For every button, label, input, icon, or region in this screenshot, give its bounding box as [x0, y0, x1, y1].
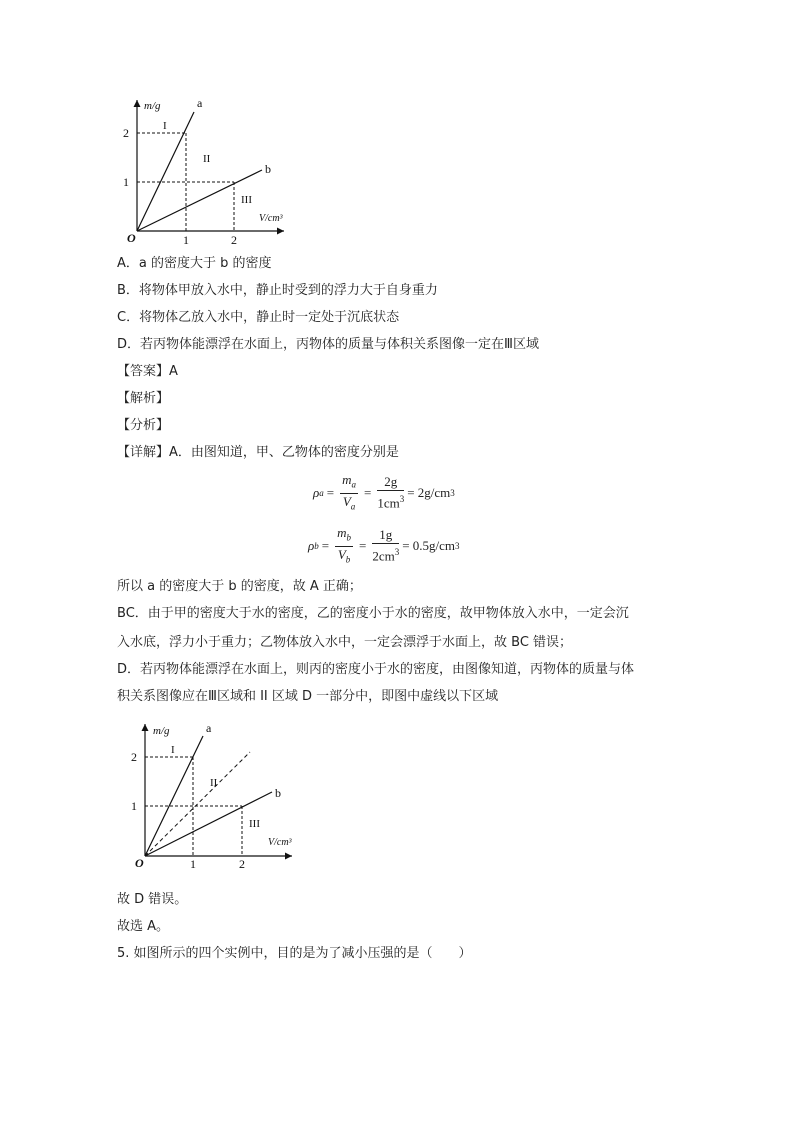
numeric-fraction-a: $\frac{2g}{1cm^3}$	[377, 474, 405, 511]
option-b: B．将物体甲放入水中，静止时受到的浮力大于自身重力	[117, 283, 438, 298]
origin-label: O	[127, 231, 136, 245]
line-a-label: a	[206, 721, 212, 735]
d-explanation-1: D．若丙物体能漂浮在水面上，则丙的密度小于水的密度，由图像知道，丙物体的质量与体	[117, 662, 635, 677]
rho-b-symbol: ρ	[308, 538, 315, 554]
region-1-label: I	[163, 120, 167, 132]
x-axis-label: V/cm³	[268, 837, 292, 848]
y-axis-label: m/g	[153, 725, 170, 737]
region-2-label: II	[210, 777, 218, 789]
d-wrong-conclusion: 故 D 错误。	[117, 892, 188, 907]
result-b: = 0.5g/cm	[402, 538, 456, 554]
y-tick-1: 1	[123, 175, 129, 189]
mass-over-volume-b: $\frac{m_b}{V_b}$	[337, 525, 351, 565]
y-tick-2: 2	[123, 126, 129, 140]
region-3-label: III	[241, 194, 252, 206]
mass-over-volume-a: $\frac{m_a}{V_a}$	[342, 472, 356, 512]
final-choice: 故选 A。	[117, 919, 170, 934]
bc-explanation-2: 入水底，浮力小于重力；乙物体放入水中，一定会漂浮于水面上，故 BC 错误；	[117, 635, 573, 650]
conclusion-a: 所以 a 的密度大于 b 的密度，故 A 正确；	[117, 579, 362, 594]
question-5: 5. 如图所示的四个实例中，目的是为了减小压强的是（ ）	[117, 946, 472, 961]
region-1-label: I	[171, 744, 175, 756]
formula-density-a: ρ a = $\frac{m_a}{V_a}$ = $\frac{2g}{1cm^3}$ = 2g/cm 3	[313, 472, 455, 514]
fenxi-heading: 【分析】	[117, 418, 170, 433]
rho-a-sub: a	[319, 488, 324, 499]
y-axis-label: m/g	[144, 100, 161, 112]
option-d: D．若丙物体能漂浮在水面上，丙物体的质量与体积关系图像一定在Ⅲ区域	[117, 337, 539, 352]
d-explanation-2: 积关系图像应在Ⅲ区域和 II 区域 D 一部分中，即图中虚线以下区域	[117, 689, 499, 704]
density-graph-2	[120, 716, 310, 874]
line-b-label: b	[275, 786, 281, 800]
density-graph-1	[112, 92, 302, 247]
x-axis-label: V/cm³	[259, 213, 283, 224]
detail-intro: 【详解】A．由图知道，甲、乙物体的密度分别是	[117, 445, 399, 460]
line-a-label: a	[197, 96, 203, 110]
answer-label: 【答案】A	[117, 364, 178, 379]
region-3-label: III	[249, 818, 260, 830]
line-b-label: b	[265, 162, 271, 176]
graph-2-svg	[120, 716, 310, 874]
option-a: A．a 的密度大于 b 的密度	[117, 256, 272, 271]
formula-density-b: ρ b = $\frac{m_b}{V_b}$ = $\frac{1g}{2cm^3}$ = 0.5g/cm 3	[308, 525, 460, 567]
result-a: = 2g/cm	[407, 485, 451, 501]
x-tick-2: 2	[231, 233, 237, 247]
graph-1-svg	[112, 92, 302, 247]
x-tick-1: 1	[183, 233, 189, 247]
x-tick-1: 1	[190, 857, 196, 871]
region-2-label: II	[203, 153, 211, 165]
bc-explanation-1: BC．由于甲的密度大于水的密度，乙的密度小于水的密度，故甲物体放入水中，一定会沉	[117, 606, 629, 621]
option-c: C．将物体乙放入水中，静止时一定处于沉底状态	[117, 310, 400, 325]
y-tick-2: 2	[131, 750, 137, 764]
origin-label: O	[135, 856, 144, 870]
numeric-fraction-b: $\frac{1g}{2cm^3}$	[372, 527, 400, 564]
rho-b-sub: b	[314, 541, 319, 552]
line-water-dashed	[145, 752, 250, 856]
rho-a-symbol: ρ	[313, 485, 320, 501]
y-tick-1: 1	[131, 799, 137, 813]
x-tick-2: 2	[239, 857, 245, 871]
analysis-heading: 【解析】	[117, 391, 170, 406]
